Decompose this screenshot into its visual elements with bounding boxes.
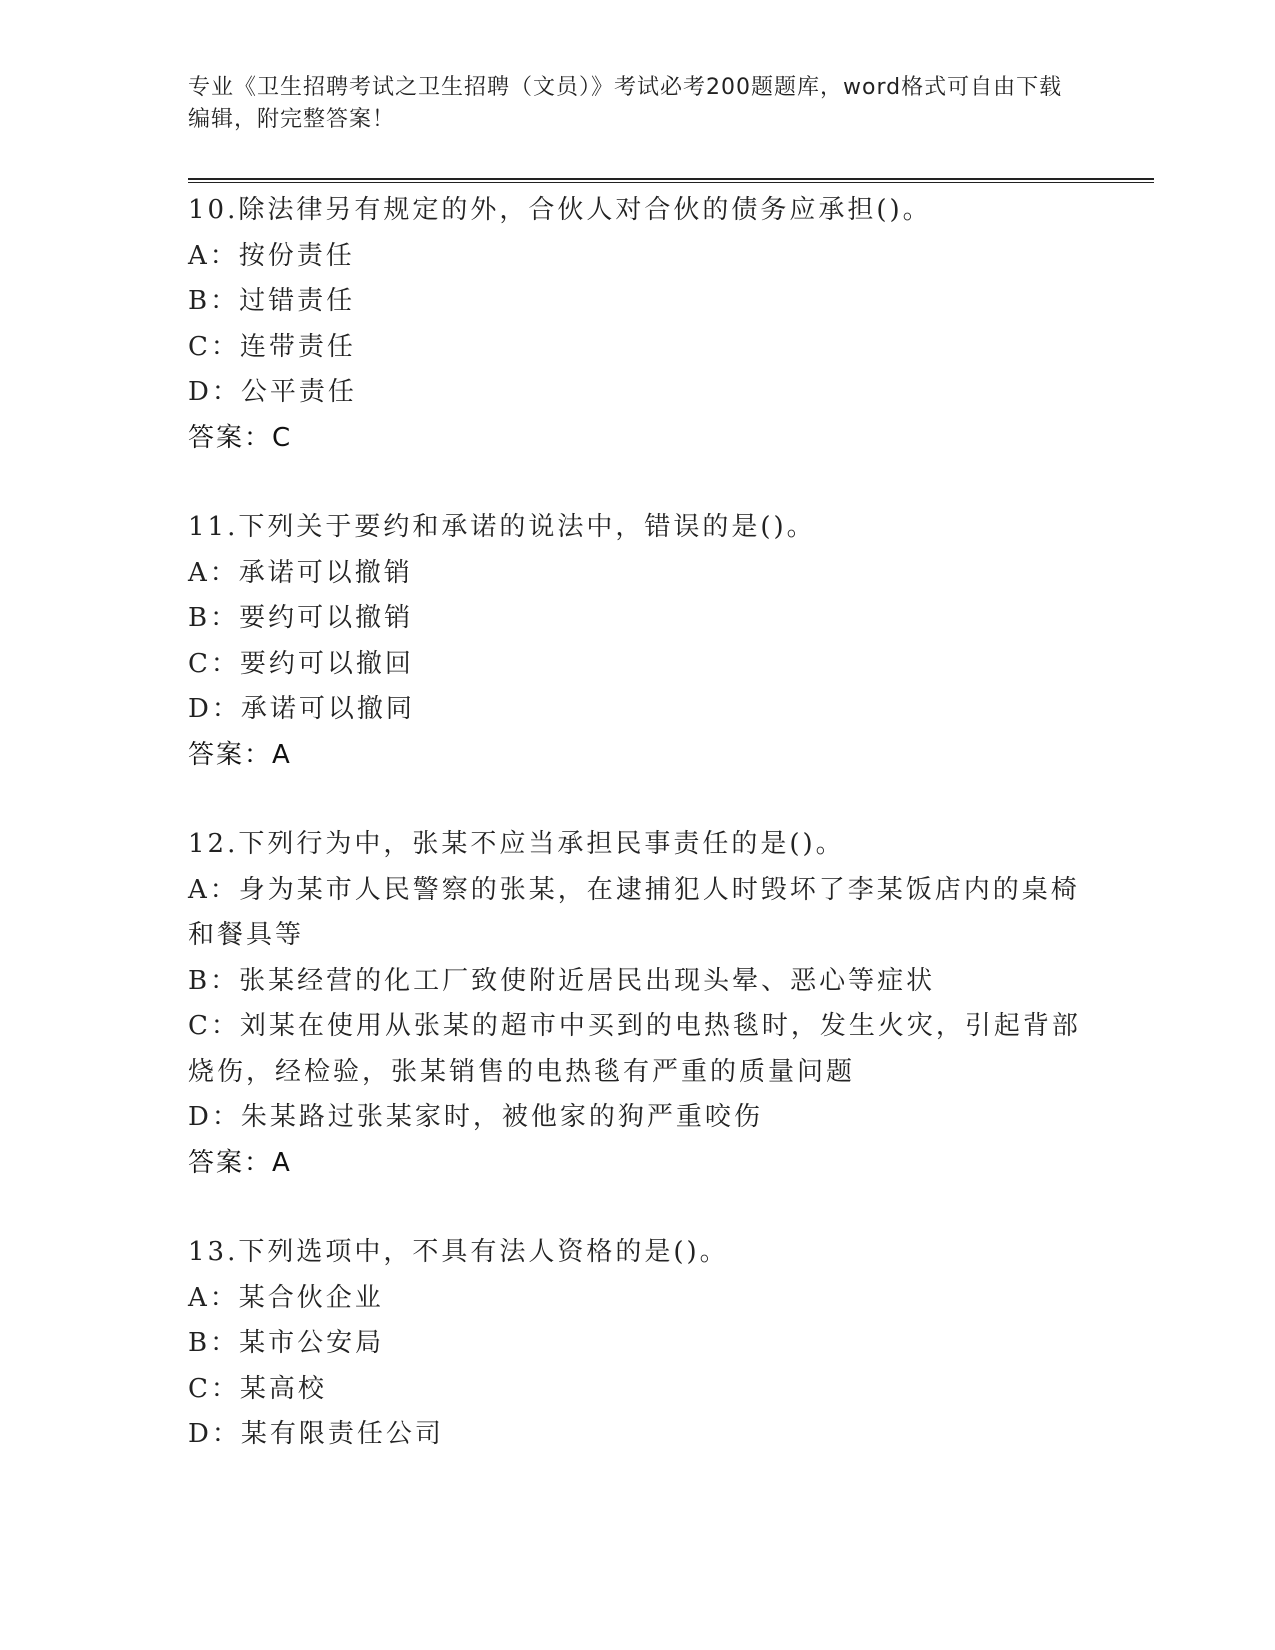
answer-text: 答案：A bbox=[188, 1147, 292, 1178]
answer-text: 答案：A bbox=[188, 739, 292, 770]
option-a: A：某合伙企业 bbox=[188, 1282, 384, 1313]
option-d: D：公平责任 bbox=[188, 377, 357, 407]
option-a: A：身为某市人民警察的张某，在逮捕犯人时毁坏了李某饭店内的桌椅和餐具等 bbox=[188, 874, 1080, 950]
option-a: A：承诺可以撤销 bbox=[188, 557, 413, 588]
question-13 bbox=[188, 1230, 1088, 1458]
option-b: B：张某经营的化工厂致使附近居民出现头晕、恶心等症状 bbox=[188, 965, 936, 996]
option-a: A：按份责任 bbox=[188, 240, 355, 271]
header-rule-thin bbox=[188, 182, 1154, 183]
question-text: 10.除法律另有规定的外，合伙人对合伙的债务应承担()。 bbox=[188, 195, 932, 225]
question-text: 12.下列行为中，张某不应当承担民事责任的是()。 bbox=[188, 829, 845, 859]
question-12 bbox=[188, 822, 1088, 1186]
option-d: D：朱某路过张某家时，被他家的狗严重咬伤 bbox=[188, 1102, 763, 1132]
question-list bbox=[188, 188, 1088, 1502]
answer-text: 答案：C bbox=[188, 422, 293, 453]
option-c: C：要约可以撤回 bbox=[188, 648, 414, 679]
option-c: C：刘某在使用从张某的超市中买到的电热毯时，发生火灾，引起背部烧伤，经检验，张某销售的电热毯有严重的质量问题 bbox=[188, 1011, 1081, 1087]
option-d: D：某有限责任公司 bbox=[188, 1419, 444, 1449]
question-text: 13.下列选项中，不具有法人资格的是()。 bbox=[188, 1237, 729, 1267]
option-b: B：要约可以撤销 bbox=[188, 603, 414, 633]
option-c: C：某高校 bbox=[188, 1373, 327, 1404]
option-b: B：某市公安局 bbox=[188, 1328, 385, 1358]
question-11 bbox=[188, 505, 1088, 778]
option-b: B：过错责任 bbox=[188, 286, 356, 316]
question-10 bbox=[188, 188, 1088, 461]
option-c: C：连带责任 bbox=[188, 331, 356, 362]
option-d: D：承诺可以撤同 bbox=[188, 694, 415, 724]
question-text: 11.下列关于要约和承诺的说法中，错误的是()。 bbox=[188, 512, 816, 542]
header-rule-thick bbox=[188, 178, 1154, 180]
document-header: 专业《卫生招聘考试之卫生招聘（文员）》考试必考200题题库，word格式可自由下载编辑，附完整答案！ bbox=[188, 75, 1063, 132]
